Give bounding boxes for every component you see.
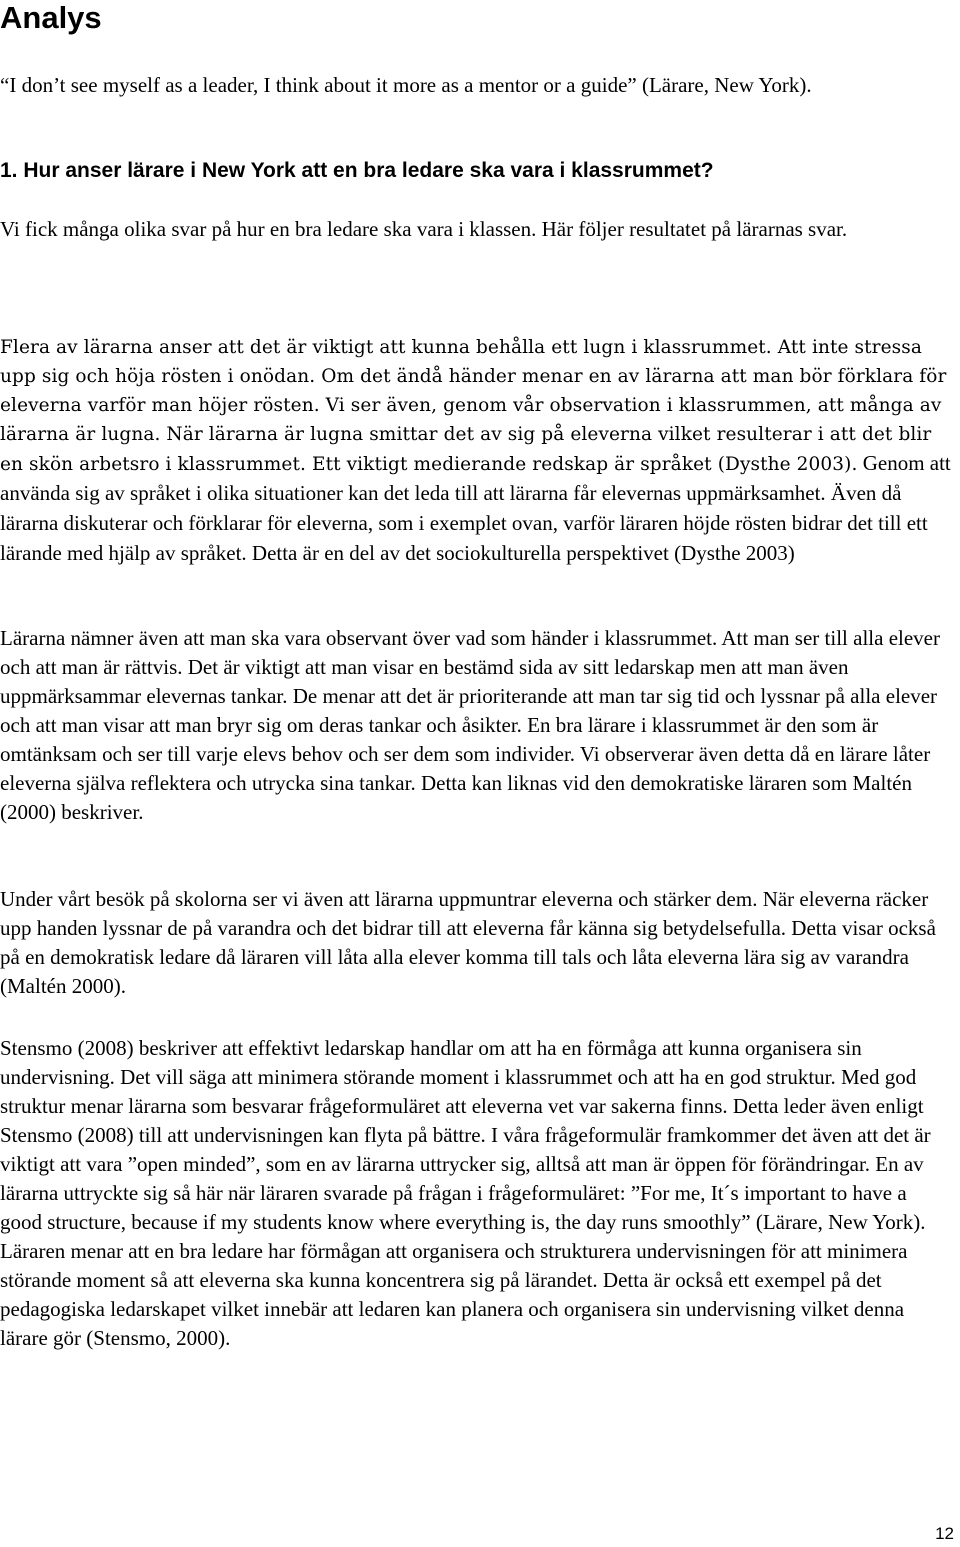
page-number: 12: [935, 1524, 954, 1543]
paragraph-calm-leader-part2: Genom att använda sig av språket i olika situationer kan det leda till att lärarna får elevernas uppmärksamhet. Även då lärarna diskuterar och förklarar för eleverna, som i exemplet ovan, varför läraren höjde rösten bidrar det till ett lärande med hjälp av språket. Detta är en del av det sociokulturella perspektivet (Dysthe 2003): [0, 451, 951, 565]
teacher-quote: “I don’t see myself as a leader, I think about it more as a mentor or a guide” (Lärare, New York).: [0, 73, 812, 97]
section-question: 1. Hur anser lärare i New York att en bra ledare ska vara i klassrummet?: [0, 159, 714, 182]
paragraph-calm-leader: [0, 333, 958, 569]
paragraph-intro: Vi fick många olika svar på hur en bra ledare ska vara i klassen. Här följer resultatet på lärarnas svar.: [0, 217, 848, 241]
paragraph-structure: Stensmo (2008) beskriver att effektivt ledarskap handlar om att ha en förmåga att kunna organisera sin undervisning. Det vill säga att minimera störande moment i klassrummet och att ha en god struktur. Med god struktur menar lärarna som besvarar frågeformuläret att eleverna vet var sakerna finns. Detta leder även enligt Stensmo (2008) till att undervisningen kan flyta på bättre. I våra frågeformulär framkommer det även att det är viktigt att vara ”open minded”, som en av lärarna uttrycker sig, alltså att man är öppen för förändringar. En av lärarna uttryckte sig så här när läraren svarade på frågan i frågeformuläret: ”For me, It´s important to have a good structure, because if my students know where everything is, the day runs smoothly” (Lärare, New York). Läraren menar att en bra ledare har förmågan att organisera och strukturera undervisningen för att minimera störande moment så att eleverna ska kunna koncentrera sig på lärandet. Detta är också ett exempel på det pedagogiska ledarskapet vilket innebär att ledaren kan planera och organisera sin undervisning vilket denna lärare gör (Stensmo, 2000).: [0, 1036, 931, 1350]
page-title: Analys: [0, 0, 102, 35]
paragraph-calm-leader-part1: Flera av lärarna anser att det är viktigt att kunna behålla ett lugn i klassrummet. Att inte stressa upp sig och höja rösten i onödan. Om det ändå händer menar en av lärarna att man bör förklara för eleverna varför man höjer rösten. Vi ser även, genom vår observation i klassrummen, att många av lärarna är lugna. När lärarna är lugna smittar det av sig på eleverna vilket resulterar i att det blir en skön arbetsro i klassrummet. Ett viktigt medierande redskap är språket (Dysthe 2003).: [0, 337, 947, 475]
paragraph-observant-teacher: Lärarna nämner även att man ska vara observant över vad som händer i klassrummet. Att man ser till alla elever och att man är rättvis. Det är viktigt att man visar en bestämd sida av sitt ledarskap men att man även uppmärksammar elevernas tankar. De menar att det är prioriterande att man tar sig tid och lyssnar på alla elever och att man visar att man bryr sig om deras tankar och åsikter. En bra lärare i klassrummet är den som är omtänksam och ser till varje elevs behov och ser dem som individer. Vi observerar även detta då en lärare låter eleverna själva reflektera och utrycka sina tankar. Detta kan liknas vid den demokratiske läraren som Maltén (2000) beskriver.: [0, 626, 940, 824]
paragraph-encouragement: Under vårt besök på skolorna ser vi även att lärarna uppmuntrar eleverna och stärker dem. När eleverna räcker upp handen lyssnar de på varandra och det bidrar till att eleverna får känna sig betydelsefulla. Detta visar också på en demokratisk ledare då läraren vill låta alla elever komma till tals och låta eleverna lära sig av varandra (Maltén 2000).: [0, 887, 936, 998]
